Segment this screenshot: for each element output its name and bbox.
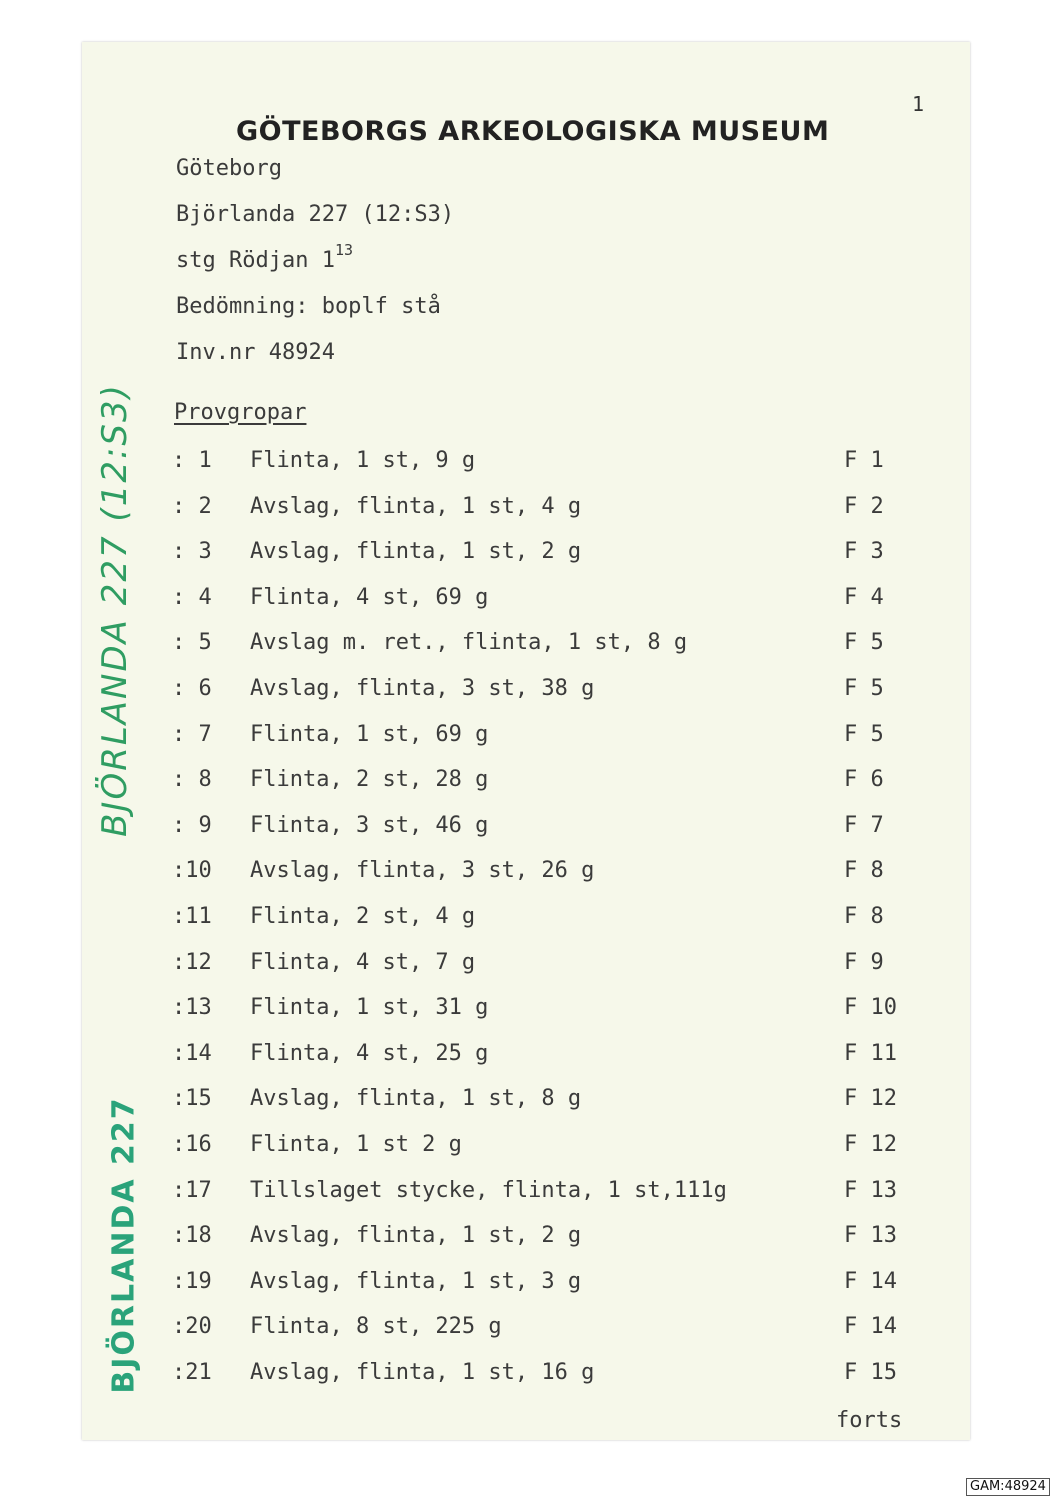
find-description: Avslag, flinta, 1 st, 2 g: [250, 1223, 582, 1249]
find-description: Flinta, 2 st, 28 g: [250, 767, 489, 793]
find-number: :16: [172, 1132, 212, 1157]
find-description: Flinta, 1 st, 69 g: [250, 721, 489, 747]
assessment: Bedömning: boplf stå: [176, 294, 441, 319]
find-description: Flinta, 4 st, 7 g: [250, 949, 476, 975]
museum-header: GÖTEBORGS ARKEOLOGISKA MUSEUM: [236, 116, 830, 147]
find-row: [172, 1041, 922, 1071]
find-description: Avslag, flinta, 1 st, 3 g: [250, 1268, 582, 1294]
find-number: : 4: [172, 584, 212, 610]
find-field-number: F 12: [844, 1086, 897, 1112]
find-description: Flinta, 4 st, 25 g: [250, 1040, 489, 1066]
find-description: Flinta, 2 st, 4 g: [250, 904, 476, 929]
find-row: [172, 1086, 922, 1116]
find-description: Avslag, flinta, 1 st, 2 g: [250, 539, 582, 565]
find-field-number: F 14: [844, 1314, 897, 1340]
find-field-number: F 10: [844, 995, 897, 1021]
find-field-number: F 7: [844, 812, 884, 838]
find-field-number: F 3: [844, 539, 884, 565]
find-row: [172, 813, 922, 843]
find-field-number: F 5: [844, 721, 884, 747]
city: Göteborg: [176, 156, 282, 181]
find-row: [172, 630, 922, 660]
find-description: Tillslaget stycke, flinta, 1 st,111g: [250, 1177, 727, 1203]
find-number: :10: [172, 858, 212, 884]
find-field-number: F 6: [844, 767, 884, 793]
find-row: [172, 904, 922, 934]
find-number: :11: [172, 904, 212, 929]
find-number: : 7: [172, 721, 212, 747]
find-row: [172, 858, 922, 888]
find-field-number: F 11: [844, 1040, 897, 1066]
find-row: [172, 767, 922, 797]
find-row: [172, 1223, 922, 1253]
find-row: [172, 1314, 922, 1344]
find-field-number: F 13: [844, 1223, 897, 1249]
find-number: : 1: [172, 448, 212, 473]
find-row: [172, 1132, 922, 1162]
find-description: Avslag, flinta, 3 st, 38 g: [250, 676, 595, 701]
handwritten-site-stamp: BJÖRLANDA 227: [106, 1096, 142, 1394]
property-line: [176, 241, 354, 273]
find-number: : 3: [172, 539, 212, 565]
section-title: Provgropar: [174, 400, 307, 425]
find-description: Flinta, 4 st, 69 g: [250, 584, 489, 610]
find-row: [172, 448, 922, 478]
find-number: :19: [172, 1268, 212, 1294]
find-field-number: F 15: [844, 1360, 897, 1385]
find-number: : 9: [172, 812, 212, 838]
site-name: Björlanda 227 (12:S3): [176, 202, 455, 227]
find-row: [172, 1269, 922, 1299]
find-number: :17: [172, 1177, 212, 1203]
find-number: : 5: [172, 630, 212, 656]
property-superscript: 13: [334, 241, 354, 259]
find-row: [172, 585, 922, 615]
find-row: [172, 995, 922, 1025]
inventory-number: Inv.nr 48924: [176, 340, 335, 365]
find-field-number: F 13: [844, 1177, 897, 1203]
find-field-number: F 8: [844, 904, 884, 929]
find-description: Flinta, 1 st, 9 g: [250, 448, 476, 473]
find-field-number: F 4: [844, 584, 884, 610]
find-number: :18: [172, 1223, 212, 1249]
property-name: stg Rödjan 1: [176, 248, 335, 273]
find-description: Flinta, 3 st, 46 g: [250, 812, 489, 838]
find-description: Flinta, 1 st, 31 g: [250, 995, 489, 1021]
find-number: : 2: [172, 493, 212, 519]
archive-label: GAM:48924: [966, 1478, 1050, 1496]
find-row: [172, 539, 922, 569]
find-field-number: F 8: [844, 858, 884, 884]
find-description: Avslag m. ret., flinta, 1 st, 8 g: [250, 630, 688, 656]
find-field-number: F 5: [844, 630, 884, 656]
find-row: [172, 676, 922, 706]
find-row: [172, 1360, 922, 1390]
find-field-number: F 9: [844, 949, 884, 975]
continued-note: forts: [836, 1408, 903, 1433]
find-number: : 6: [172, 676, 212, 701]
find-description: Avslag, flinta, 1 st, 16 g: [250, 1360, 595, 1385]
find-number: :15: [172, 1086, 212, 1112]
find-description: Avslag, flinta, 1 st, 8 g: [250, 1086, 582, 1112]
page-number: 1: [912, 92, 925, 116]
find-description: Flinta, 1 st 2 g: [250, 1132, 462, 1157]
find-field-number: F 12: [844, 1132, 897, 1157]
find-row: [172, 1178, 922, 1208]
find-number: : 8: [172, 767, 212, 793]
find-field-number: F 2: [844, 493, 884, 519]
find-description: Avslag, flinta, 3 st, 26 g: [250, 858, 595, 884]
find-row: [172, 722, 922, 752]
handwritten-site-label: BJÖRLANDA 227 (12:S3): [95, 383, 135, 837]
find-number: :21: [172, 1360, 212, 1385]
find-row: [172, 494, 922, 524]
find-number: :13: [172, 995, 212, 1021]
find-description: Flinta, 8 st, 225 g: [250, 1314, 502, 1340]
find-number: :20: [172, 1314, 212, 1340]
find-number: :12: [172, 949, 212, 975]
find-field-number: F 5: [844, 676, 884, 701]
find-field-number: F 14: [844, 1268, 897, 1294]
find-field-number: F 1: [844, 448, 884, 473]
find-description: Avslag, flinta, 1 st, 4 g: [250, 493, 582, 519]
find-row: [172, 950, 922, 980]
find-number: :14: [172, 1040, 212, 1066]
